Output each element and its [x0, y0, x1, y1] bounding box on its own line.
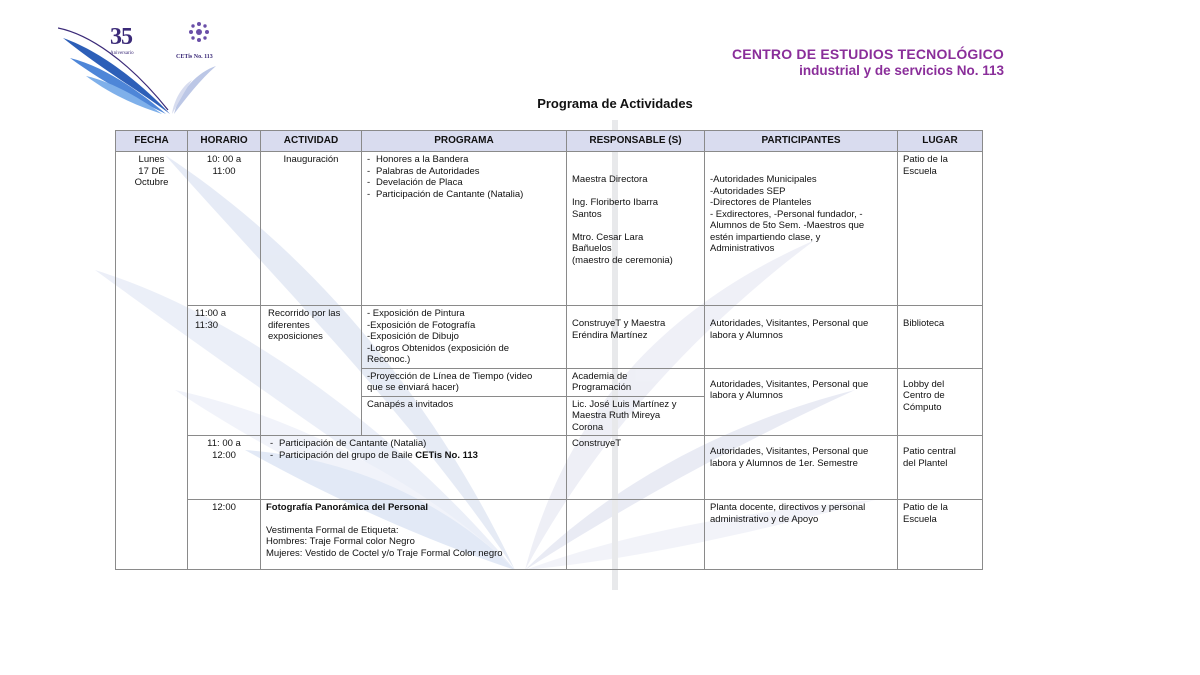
anniversary-text: Aniversario: [110, 51, 134, 56]
column-header: RESPONSABLE (S): [567, 131, 705, 152]
program-item: - Palabras de Autoridades: [367, 166, 561, 178]
place-cell: Patio de la Escuela: [898, 500, 983, 570]
table-row: [116, 436, 983, 500]
activity-cell: Recorrido por las diferentes exposiciones: [261, 306, 362, 436]
place-cell: Patio central del Plantel: [898, 436, 983, 500]
responsible-cell: [567, 500, 705, 570]
program-cell: Canapés a invitados: [362, 396, 567, 436]
program-cell: [261, 500, 567, 570]
program-cell: [362, 152, 567, 306]
institution-name: [732, 46, 1004, 78]
column-header: LUGAR: [898, 131, 983, 152]
program-item: - Participación de Cantante (Natalia): [270, 438, 561, 450]
participants-cell: -Autoridades Municipales -Autoridades SEP -Directores de Planteles - Exdirectores, -Personal fundador, - Alumnos de 5to Sem. -Maestros que estén impartiendo clase, y Administrativos: [705, 152, 898, 306]
program-item: - Honores a la Bandera: [367, 154, 561, 166]
place-cell: Biblioteca: [898, 306, 983, 369]
responsible-cell: Maestra Directora Ing. Floriberto Ibarra Santos Mtro. Cesar Lara Bañuelos (maestro de ceremonia): [567, 152, 705, 306]
table-row: [116, 500, 983, 570]
participants-cell: Autoridades, Visitantes, Personal que labora y Alumnos de 1er. Semestre: [705, 436, 898, 500]
column-header: ACTIVIDAD: [261, 131, 362, 152]
program-body: Vestimenta Formal de Etiqueta: Hombres: Traje Formal color Negro Mujeres: Vestido de Coctel y/o Traje Formal Color negro: [266, 524, 503, 559]
place-cell: Patio de la Escuela: [898, 152, 983, 306]
time-cell: 11:00 a 11:30: [188, 306, 261, 436]
anniversary-number: 35: [110, 24, 132, 50]
program-cell: - Exposición de Pintura -Exposición de Fotografía -Exposición de Dibujo -Logros Obtenidos (exposición de Reconoc.): [362, 306, 567, 369]
responsible-cell: ConstruyeT: [567, 436, 705, 500]
column-header: HORARIO: [188, 131, 261, 152]
cetis-logo-text: CETis No. 113: [176, 54, 213, 60]
institution-line-1: CENTRO DE ESTUDIOS TECNOLÓGICO: [731, 46, 1004, 62]
column-header: PARTICIPANTES: [705, 131, 898, 152]
column-header: FECHA: [116, 131, 188, 152]
time-cell: 10: 00 a 11:00: [188, 152, 261, 306]
time-cell: 12:00: [188, 500, 261, 570]
date-cell: Lunes 17 DE Octubre: [116, 152, 188, 570]
column-header: PROGRAMA: [362, 131, 567, 152]
participants-cell: Autoridades, Visitantes, Personal que labora y Alumnos: [705, 306, 898, 369]
responsible-cell: Lic. José Luis Martínez y Maestra Ruth Mireya Corona: [567, 396, 705, 436]
table-header-row: [116, 131, 983, 152]
program-item: - Participación de Cantante (Natalia): [367, 189, 561, 201]
responsible-cell: ConstruyeT y Maestra Eréndira Martínez: [567, 306, 705, 369]
table-row: [116, 152, 983, 306]
activities-table: [115, 130, 983, 570]
responsible-cell: Academia de Programación: [567, 368, 705, 396]
program-item: [270, 450, 561, 462]
program-item-text: Participación del grupo de Baile: [279, 449, 416, 461]
program-title: Fotografía Panorámica del Personal: [266, 502, 429, 513]
program-item-bold: CETis No. 113: [415, 449, 478, 461]
table-row: [116, 306, 983, 369]
place-cell: Lobby del Centro de Cómputo: [898, 368, 983, 436]
activity-cell: Inauguración: [261, 152, 362, 306]
program-item: - Develación de Placa: [367, 177, 561, 189]
page-title: Programa de Actividades: [537, 96, 693, 111]
time-cell: 11: 00 a 12:00: [188, 436, 261, 500]
participants-cell: Planta docente, directivos y personal administrativo y de Apoyo: [705, 500, 898, 570]
program-cell: [261, 436, 567, 500]
participants-cell: Autoridades, Visitantes, Personal que labora y Alumnos: [705, 368, 898, 436]
institution-line-2: industrial y de servicios No. 113: [799, 63, 1004, 78]
program-cell: -Proyección de Línea de Tiempo (video que se enviará hacer): [362, 368, 567, 396]
